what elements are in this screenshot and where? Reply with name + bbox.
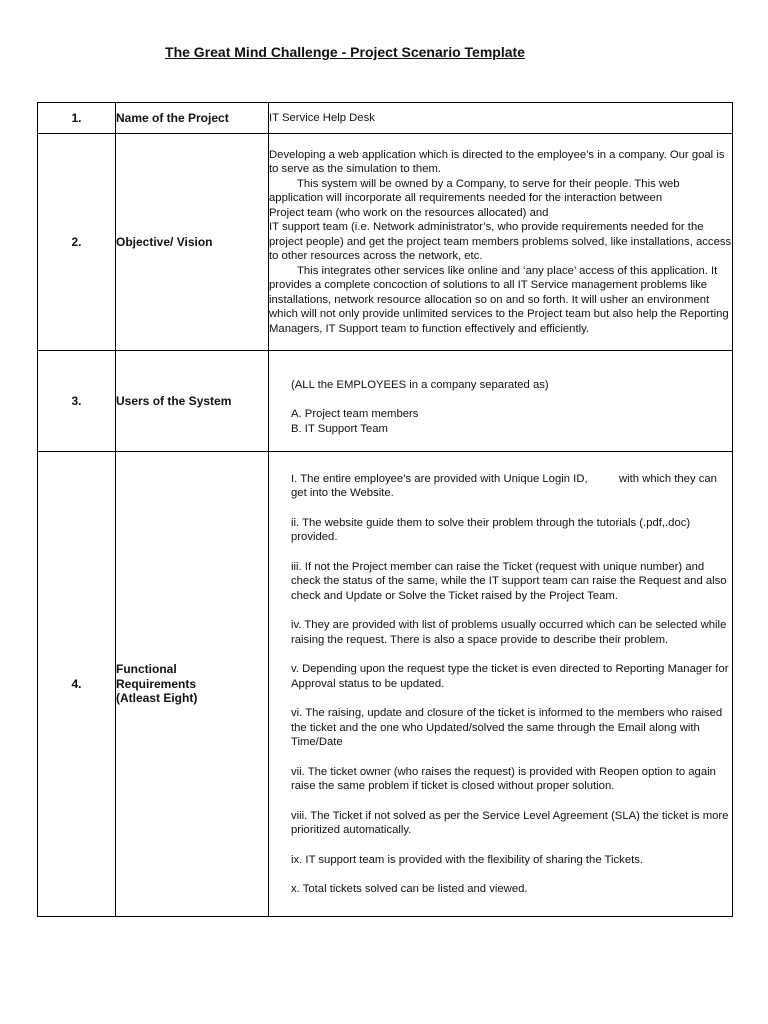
- requirement-item: iii. If not the Project member can raise the Ticket (request with unique number) and check the status of the same, while the IT support team can raise the Request and also check and Update or Solve the Ticket raised by the Project Team.: [291, 560, 727, 602]
- objective-paragraph: This system will be owned by a Company, to serve for their people. This web application will incorporate all requirements needed for the interaction between: [269, 177, 680, 205]
- requirement-item: I. The entire employee’s are provided with Unique Login ID, with which they can get into the Website.: [291, 472, 721, 499]
- objective-paragraph: This integrates other services like online and ‘any place’ access of this application. It provides a complete concoction of solutions to all IT Service management problems like installations, network resource allocation so on and so forth. It will usher an environment which will not only provide unlimited services to the Project team but also help the Reporting Managers, IT Support team to function effectively and efficiently.: [269, 264, 729, 335]
- document-title: The Great Mind Challenge - Project Scenario Template: [165, 44, 525, 60]
- requirement-item: x. Total tickets solved can be listed and viewed.: [291, 883, 528, 895]
- users-list-item: B. IT Support Team: [291, 422, 388, 435]
- objective-vision-text: [269, 134, 733, 351]
- requirement-item: ix. IT support team is provided with the flexibility of sharing the Tickets.: [291, 853, 644, 866]
- project-scenario-table: [37, 102, 733, 917]
- requirement-item: viii. The Ticket if not solved as per the Service Level Agreement (SLA) the ticket is more prioritized automatically.: [291, 809, 729, 836]
- requirement-item: iv. They are provided with list of problems usually occurred which can be selected while raising the request. There is also a space provide to describe their problem.: [291, 619, 727, 646]
- users-of-system-text: [269, 351, 733, 452]
- requirement-item: ii. The website guide them to solve their problem through the tutorials (.pdf,.doc) provided.: [291, 516, 691, 543]
- users-intro: (ALL the EMPLOYEES in a company separated as): [291, 378, 549, 391]
- row-label-line: (Atleast Eight): [116, 691, 198, 706]
- table-row: [38, 452, 733, 917]
- row-label-line: Functional: [116, 662, 177, 677]
- requirement-item: vii. The ticket owner (who raises the request) is provided with Reopen option to again raise the same problem if ticket is closed without proper solution.: [291, 765, 716, 792]
- row-label-line: Requirements: [116, 676, 197, 691]
- objective-paragraph: Developing a web application which is directed to the employee’s in a company. Our goal is to serve as the simulation to them.: [269, 148, 725, 176]
- row-number: 1.: [38, 103, 116, 134]
- row-number: 2.: [38, 134, 116, 351]
- table-row: [38, 103, 733, 134]
- row-label: Users of the System: [116, 351, 269, 452]
- requirement-item: v. Depending upon the request type the ticket is even directed to Reporting Manager for Approval status to be updated.: [291, 663, 729, 690]
- project-name-value: IT Service Help Desk: [269, 103, 733, 134]
- row-label: [116, 452, 269, 917]
- row-number: 3.: [38, 351, 116, 452]
- row-number: 4.: [38, 452, 116, 917]
- requirement-item: vi. The raising, update and closure of the ticket is informed to the members who raised the ticket and the one who Updated/solved the same through the Email along with Time/Date: [291, 707, 723, 748]
- row-label: Objective/ Vision: [116, 134, 269, 351]
- objective-paragraph: IT support team (i.e. Network administrator’s, who provide requirements needed for the project people) and get the project team members problems solved, like installations, access to other resources across the network, etc.: [269, 221, 732, 263]
- objective-paragraph: Project team (who work on the resources allocated) and: [269, 206, 549, 219]
- table-row: [38, 351, 733, 452]
- row-label: Name of the Project: [116, 103, 269, 134]
- users-list-item: A. Project team members: [291, 408, 419, 421]
- table-row: [38, 134, 733, 351]
- functional-requirements-list: [269, 452, 733, 917]
